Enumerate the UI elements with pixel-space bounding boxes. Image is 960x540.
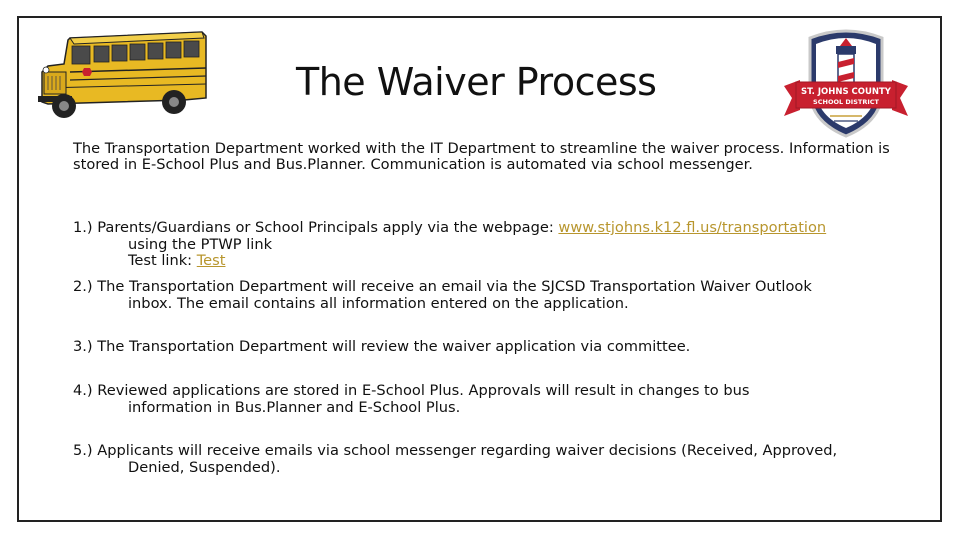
step-2-line1: 2.) The Transportation Department will receive an email via the SJCSD Transportation Waiver Outlook [73, 278, 812, 295]
slide-title: The Waiver Process [296, 60, 657, 104]
school-bus-image [34, 26, 210, 124]
test-link[interactable]: Test [196, 252, 226, 269]
step-3-line1: 3.) The Transportation Department will review the waiver application via committee. [73, 338, 691, 355]
logo-text-line1: ST. JOHNS COUNTY [801, 87, 891, 97]
test-link-label: Test link: [128, 252, 197, 269]
step-5-line1: 5.) Applicants will receive emails via school messenger regarding waiver decisions (Received, Approved, [73, 442, 838, 459]
step-4 [73, 383, 903, 416]
logo-text-line2: SCHOOL DISTRICT [813, 98, 879, 106]
step-2-line2: inbox. The email contains all information entered on the application. [128, 294, 629, 312]
step-4-line2: information in Bus.Planner and E-School Plus. [128, 398, 461, 416]
transportation-webpage-link[interactable]: www.stjohns.k12.fl.us/transportation [558, 219, 827, 236]
step-4-line1: 4.) Reviewed applications are stored in E-School Plus. Approvals will result in changes to bus [73, 382, 750, 399]
step-1 [73, 220, 903, 270]
step-1-text: 1.) Parents/Guardians or School Principals apply via the webpage: [73, 219, 559, 236]
step-5-line2: Denied, Suspended). [128, 458, 281, 476]
district-logo [780, 24, 912, 144]
intro-paragraph: The Transportation Department worked with the IT Department to streamline the waiver process. Information is stored in E-School Plus and Bus.Planner. Communication is automated via school messenger. [73, 140, 890, 173]
step-2 [73, 279, 903, 312]
step-1-line2: using the PTWP link [128, 235, 273, 253]
step-5 [73, 443, 903, 476]
step-3 [73, 339, 903, 356]
